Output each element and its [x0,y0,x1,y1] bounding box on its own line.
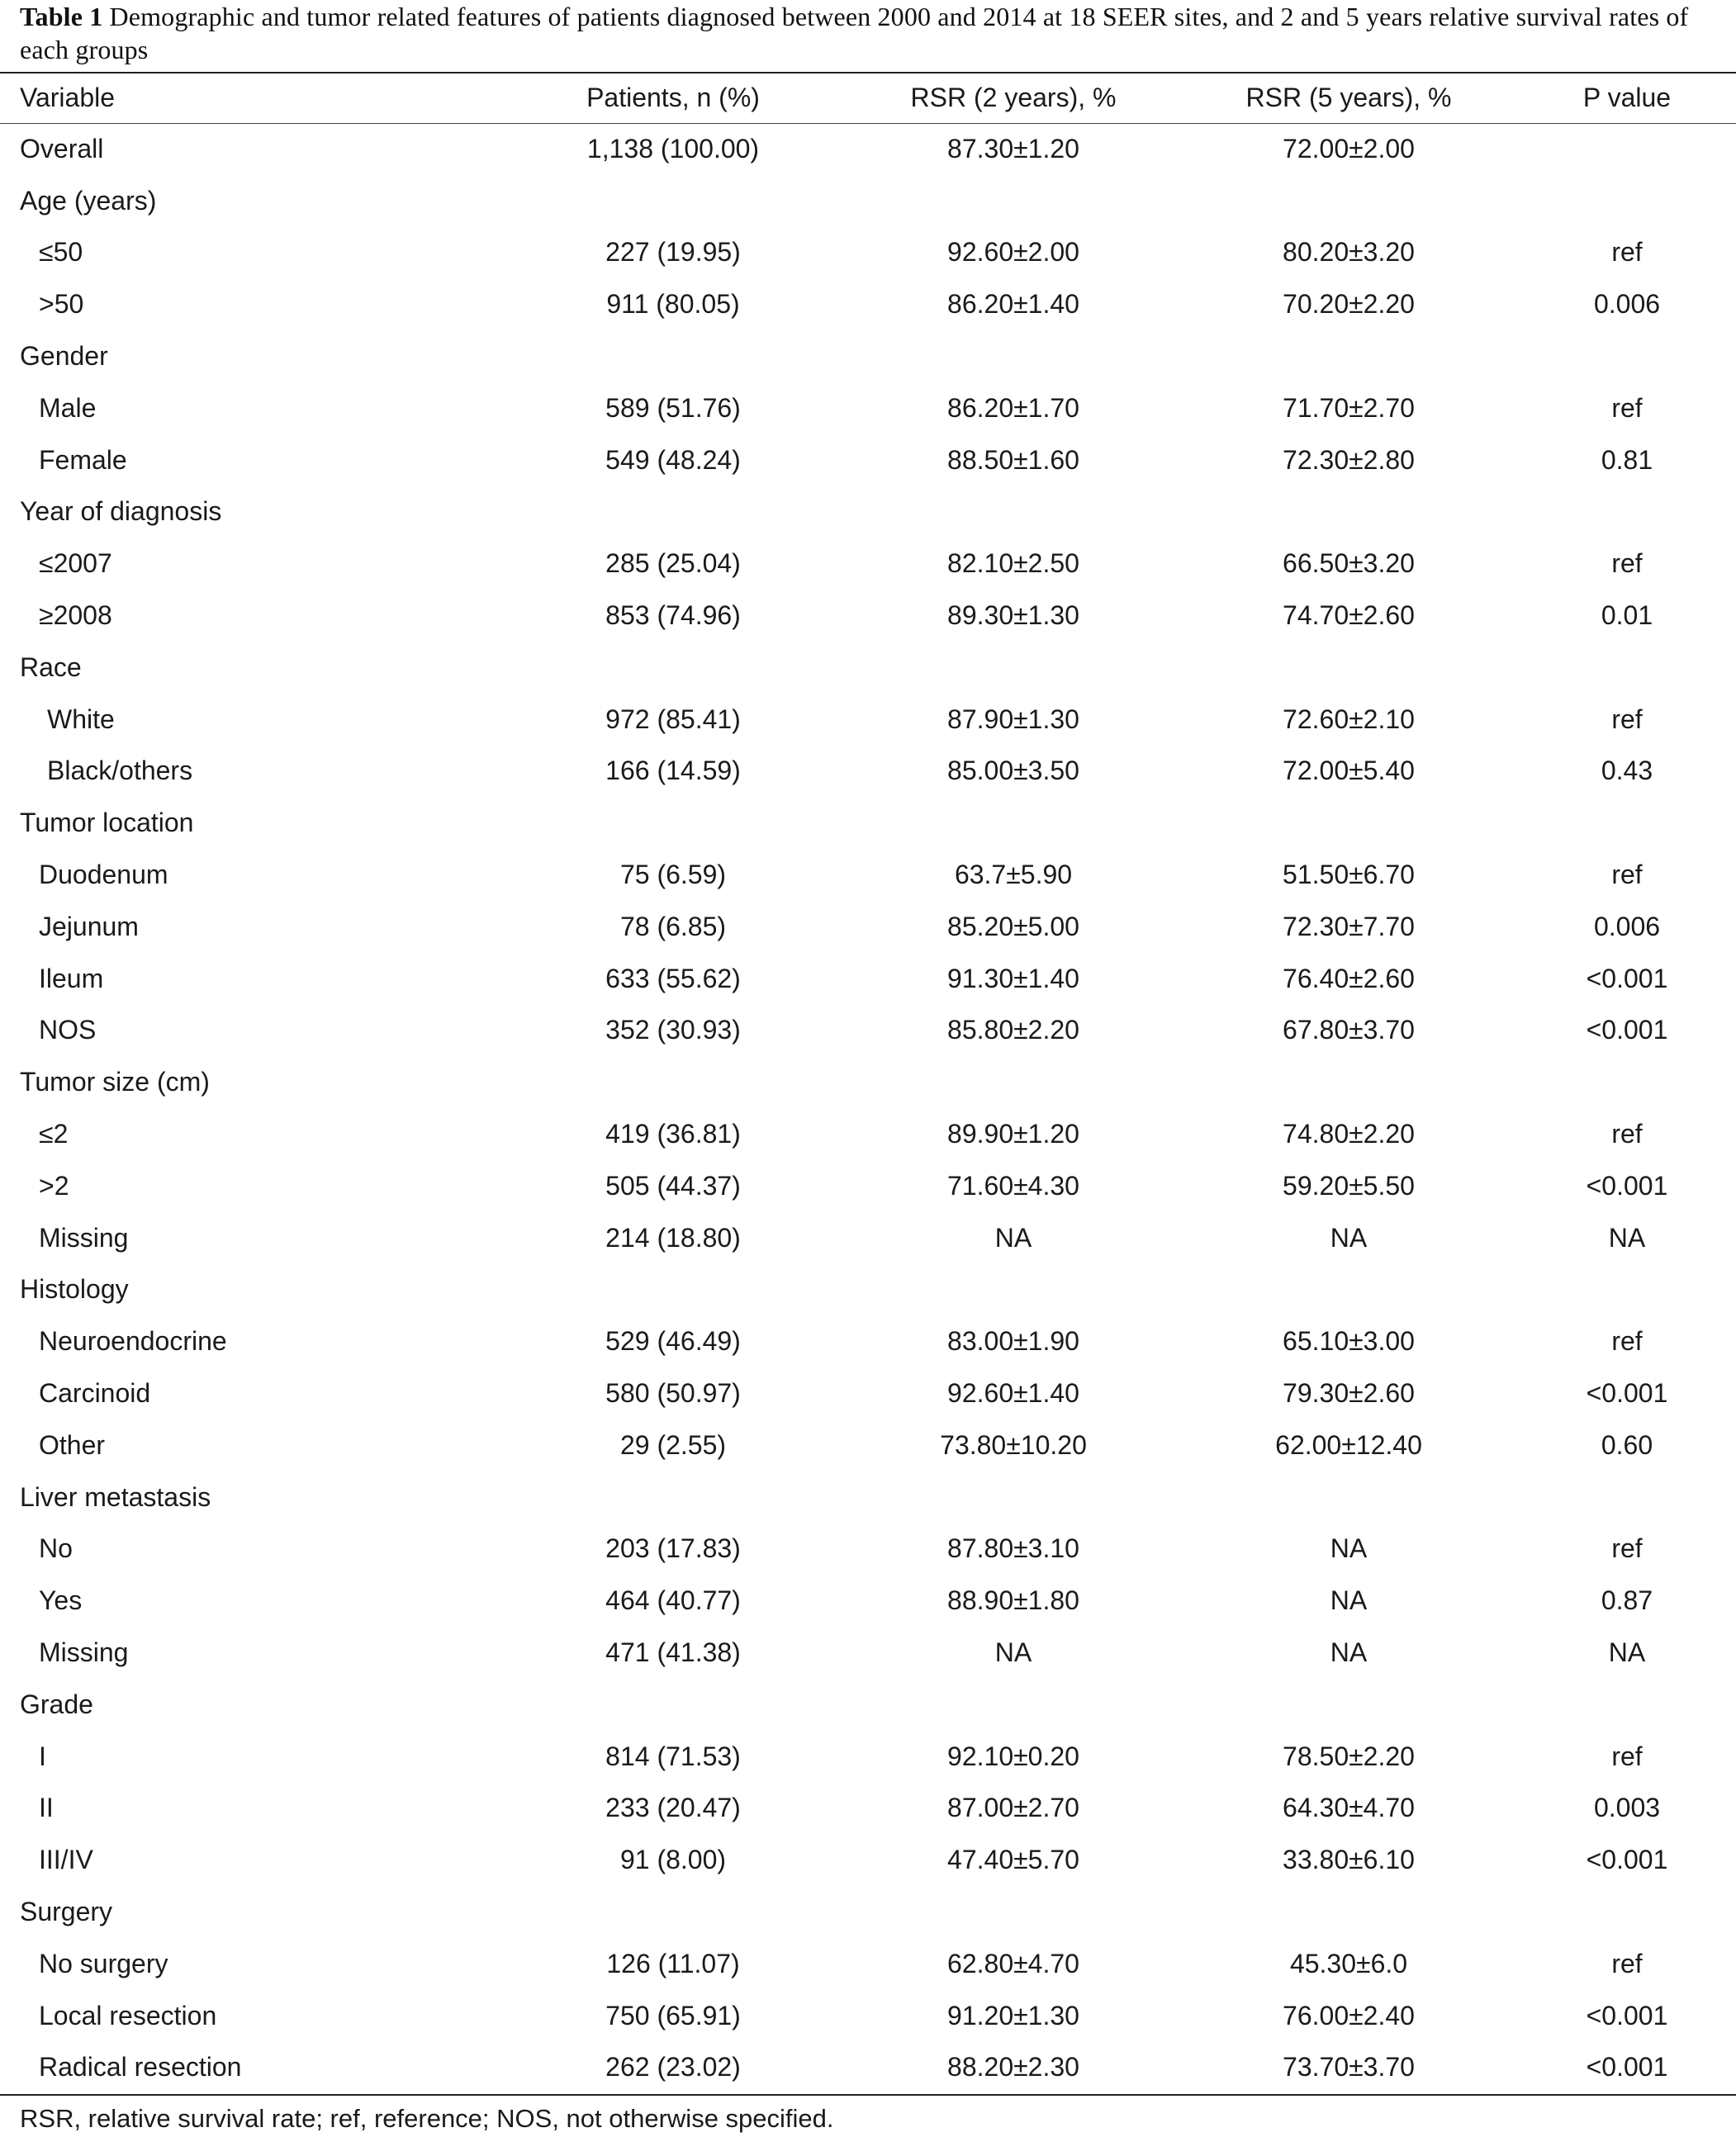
cell-rsr-5-years: NA [1330,1222,1368,1253]
cell-rsr-5-years [1204,1471,1493,1523]
cell-rsr-2-years [856,797,1170,849]
cell-patients [529,642,818,694]
cell-variable: Duodenum [39,860,168,890]
cell-rsr-5-years: 51.50±6.70 [1283,860,1415,890]
table-row [0,1938,1736,1990]
cell-p-value: ref [1611,860,1643,890]
table-row [0,434,1736,486]
cell-variable: Black/others [47,756,193,786]
table-row [0,642,1736,694]
cell-patients: 91 (8.00) [619,1845,727,1875]
cell-patients [529,1679,818,1731]
cell-rsr-2-years [856,486,1170,538]
cell-rsr-5-years: 76.00±2.40 [1283,2000,1415,2030]
cell-p-value: <0.001 [1586,1170,1668,1201]
cell-variable: I [39,1741,46,1771]
table-row [0,1523,1736,1576]
cell-patients: 233 (20.47) [605,1793,741,1823]
cell-rsr-2-years: 89.30±1.30 [947,600,1079,631]
cell-rsr-2-years: 92.60±2.00 [947,237,1079,268]
cell-rsr-5-years [1204,1886,1493,1938]
cell-patients: 29 (2.55) [619,1429,727,1460]
cell-p-value: NA [1608,1222,1646,1253]
table-row [0,1627,1736,1679]
table-row [0,1419,1736,1471]
cell-patients [529,330,818,382]
cell-patients: 126 (11.07) [606,1948,740,1978]
cell-variable: Histology [20,1274,129,1305]
cell-patients: 464 (40.77) [605,1585,741,1616]
table-row [0,849,1736,901]
cell-p-value [1528,1056,1726,1108]
table-row [0,901,1736,953]
cell-p-value [1528,330,1726,382]
cell-rsr-5-years [1204,330,1493,382]
cell-rsr-2-years: 91.30±1.40 [947,963,1079,993]
cell-variable: Jejunum [39,911,139,941]
table-row [0,1367,1736,1419]
cell-rsr-5-years [1204,1679,1493,1731]
cell-p-value: <0.001 [1586,963,1668,993]
cell-p-value: <0.001 [1586,2052,1668,2083]
cell-patients: 227 (19.95) [605,237,741,268]
cell-rsr-5-years: 65.10±3.00 [1283,1326,1415,1357]
cell-p-value: ref [1611,1326,1643,1357]
cell-rsr-2-years: 63.7±5.90 [954,860,1073,890]
cell-rsr-5-years: 33.80±6.10 [1283,1845,1415,1875]
cell-rsr-5-years: 72.00±2.00 [1283,133,1415,163]
column-header-p-value: P value [1582,83,1672,112]
cell-variable: Year of diagnosis [20,496,222,527]
cell-variable: >50 [39,289,84,320]
table-caption [20,0,1723,66]
cell-patients: 911 (80.05) [606,289,740,320]
cell-variable: Age (years) [20,185,157,216]
cell-rsr-2-years: 71.60±4.30 [947,1170,1079,1201]
cell-rsr-2-years [856,1264,1170,1316]
cell-p-value: ref [1611,704,1643,734]
cell-rsr-2-years: 88.50±1.60 [947,444,1079,475]
table-row [0,1990,1736,2042]
cell-variable: Local resection [39,2000,217,2030]
cell-rsr-2-years [856,1056,1170,1108]
cell-rsr-2-years: 85.20±5.00 [947,911,1079,941]
cell-rsr-2-years: 83.00±1.90 [947,1326,1079,1357]
cell-patients [529,175,818,227]
cell-p-value: 0.43 [1601,756,1653,786]
cell-variable: Yes [39,1585,83,1616]
cell-rsr-5-years: 72.00±5.40 [1283,756,1415,786]
cell-variable: Neuroendocrine [39,1326,227,1357]
cell-p-value: <0.001 [1586,2000,1668,2030]
cell-p-value [1528,1471,1726,1523]
cell-rsr-2-years: 87.00±2.70 [947,1793,1079,1823]
cell-patients: 214 (18.80) [605,1222,741,1253]
table-row [0,1834,1736,1886]
cell-patients: 529 (46.49) [605,1326,741,1357]
cell-p-value: <0.001 [1586,1845,1668,1875]
table-row [0,538,1736,590]
cell-rsr-2-years [856,175,1170,227]
cell-p-value: ref [1611,548,1643,579]
cell-rsr-5-years: NA [1330,1585,1368,1616]
table-row [0,1005,1736,1057]
cell-p-value: NA [1608,1637,1646,1667]
cell-rsr-5-years: 72.30±2.80 [1283,444,1415,475]
cell-p-value: <0.001 [1586,1378,1668,1409]
cell-variable: White [47,704,115,734]
cell-p-value [1528,123,1726,175]
cell-rsr-2-years: 86.20±1.40 [947,289,1079,320]
cell-variable: Other [39,1429,106,1460]
table-row [0,175,1736,227]
cell-variable: Ileum [39,963,104,993]
table-row [0,1056,1736,1108]
table-row [0,1160,1736,1212]
cell-p-value [1528,175,1726,227]
cell-rsr-5-years: 59.20±5.50 [1283,1170,1415,1201]
cell-rsr-2-years: NA [994,1222,1032,1253]
column-header-variable: Variable [20,83,116,112]
cell-rsr-5-years: NA [1330,1533,1368,1564]
cell-rsr-5-years: 71.70±2.70 [1283,392,1415,423]
cell-variable: II [39,1793,54,1823]
cell-variable: Male [39,392,97,423]
cell-patients [529,1056,818,1108]
cell-variable: Carcinoid [39,1378,151,1409]
cell-variable: Overall [20,133,104,163]
table-row [0,123,1736,175]
table-row [0,746,1736,798]
cell-patients [529,797,818,849]
cell-variable: Grade [20,1689,93,1719]
cell-rsr-5-years: 72.60±2.10 [1283,704,1415,734]
table-row [0,1679,1736,1731]
table-row [0,694,1736,746]
cell-p-value: ref [1611,1119,1643,1149]
cell-rsr-5-years: 62.00±12.40 [1275,1429,1422,1460]
table-header-row [0,73,1736,123]
cell-rsr-5-years [1204,486,1493,538]
table-row [0,486,1736,538]
cell-variable: No [39,1533,73,1564]
cell-variable: Gender [20,341,108,372]
cell-patients [529,1886,818,1938]
table-row [0,953,1736,1005]
cell-p-value: ref [1611,1741,1643,1771]
cell-patients: 352 (30.93) [605,1015,741,1045]
table-row [0,1264,1736,1316]
cell-p-value: 0.60 [1601,1429,1653,1460]
cell-variable: Missing [39,1637,129,1667]
cell-rsr-2-years [856,1471,1170,1523]
cell-variable: Surgery [20,1896,113,1926]
table-bottom-rule [0,2094,1736,2096]
table-caption-label: Table 1 [20,2,103,31]
table-row [0,1575,1736,1627]
cell-p-value [1528,1886,1726,1938]
table-row [0,1886,1736,1938]
column-header-rsr-5-years: RSR (5 years), % [1245,83,1452,112]
cell-variable: ≤2 [39,1119,69,1149]
cell-patients: 166 (14.59) [605,756,741,786]
cell-rsr-2-years: NA [994,1637,1032,1667]
cell-variable: ≤2007 [39,548,112,579]
cell-p-value: ref [1611,392,1643,423]
column-header-patients: Patients, n (%) [586,83,760,112]
cell-patients: 285 (25.04) [605,548,741,579]
cell-patients: 972 (85.41) [605,704,741,734]
cell-rsr-2-years: 73.80±10.20 [940,1429,1087,1460]
cell-variable: Tumor location [20,808,194,838]
cell-rsr-2-years: 47.40±5.70 [947,1845,1079,1875]
cell-patients: 262 (23.02) [605,2052,741,2083]
table-caption-text: Demographic and tumor related features of patients diagnosed between 2000 and 2014 at 18 SEER sites, and 2 and 5 years relative survival rates of each groups [20,2,1689,64]
cell-rsr-5-years: 80.20±3.20 [1283,237,1415,268]
table-row [0,1212,1736,1264]
table-row [0,278,1736,330]
column-header-rsr-2-years: RSR (2 years), % [910,83,1117,112]
cell-rsr-5-years: 70.20±2.20 [1283,289,1415,320]
cell-patients [529,1264,818,1316]
cell-rsr-2-years: 89.90±1.20 [947,1119,1079,1149]
cell-patients: 750 (65.91) [605,2000,741,2030]
cell-p-value: 0.006 [1593,289,1661,320]
cell-variable: NOS [39,1015,97,1045]
cell-rsr-2-years: 87.90±1.30 [947,704,1079,734]
cell-rsr-2-years: 82.10±2.50 [947,548,1079,579]
cell-patients: 589 (51.76) [605,392,741,423]
cell-patients [529,486,818,538]
table-row [0,1783,1736,1835]
cell-patients: 580 (50.97) [605,1378,741,1409]
table-row [0,1108,1736,1160]
cell-rsr-5-years: 74.80±2.20 [1283,1119,1415,1149]
cell-rsr-2-years: 85.80±2.20 [947,1015,1079,1045]
cell-rsr-2-years: 87.30±1.20 [947,133,1079,163]
cell-rsr-5-years: 76.40±2.60 [1283,963,1415,993]
cell-variable: ≥2008 [39,600,112,631]
cell-rsr-5-years: 45.30±6.0 [1289,1948,1408,1978]
cell-p-value [1528,486,1726,538]
cell-rsr-5-years: 79.30±2.60 [1283,1378,1415,1409]
cell-rsr-5-years: 64.30±4.70 [1283,1793,1415,1823]
cell-rsr-5-years [1204,797,1493,849]
cell-variable: No surgery [39,1948,168,1978]
cell-patients: 471 (41.38) [605,1637,741,1667]
cell-rsr-2-years [856,1886,1170,1938]
cell-patients: 505 (44.37) [605,1170,741,1201]
cell-rsr-2-years: 85.00±3.50 [947,756,1079,786]
cell-variable: Race [20,652,82,682]
cell-rsr-2-years: 92.60±1.40 [947,1378,1079,1409]
cell-variable: >2 [39,1170,69,1201]
cell-rsr-5-years [1204,642,1493,694]
cell-rsr-5-years: NA [1330,1637,1368,1667]
cell-rsr-2-years: 88.90±1.80 [947,1585,1079,1616]
table-body [0,123,1736,2093]
cell-rsr-5-years: 67.80±3.70 [1283,1015,1415,1045]
cell-patients: 1,138 (100.00) [586,133,760,163]
cell-patients: 853 (74.96) [605,600,741,631]
table-row [0,797,1736,849]
cell-p-value [1528,642,1726,694]
cell-p-value [1528,1679,1726,1731]
cell-rsr-2-years [856,1679,1170,1731]
cell-p-value: 0.01 [1601,600,1653,631]
cell-patients: 814 (71.53) [605,1741,741,1771]
cell-variable: Radical resection [39,2052,242,2083]
cell-rsr-5-years: 73.70±3.70 [1283,2052,1415,2083]
cell-rsr-5-years [1204,1056,1493,1108]
table-row [0,1315,1736,1367]
cell-variable: Female [39,444,127,475]
cell-p-value [1528,1264,1726,1316]
cell-p-value [1528,797,1726,849]
cell-rsr-5-years: 78.50±2.20 [1283,1741,1415,1771]
table-row [0,1731,1736,1783]
table-row [0,330,1736,382]
cell-variable: Missing [39,1222,129,1253]
cell-rsr-2-years: 86.20±1.70 [947,392,1079,423]
cell-patients: 549 (48.24) [605,444,741,475]
cell-rsr-2-years [856,642,1170,694]
cell-rsr-5-years: 66.50±3.20 [1283,548,1415,579]
cell-rsr-5-years [1204,175,1493,227]
table-row [0,227,1736,279]
cell-p-value: ref [1611,237,1643,268]
cell-patients: 78 (6.85) [619,911,727,941]
table-row [0,382,1736,434]
cell-rsr-2-years: 87.80±3.10 [947,1533,1079,1564]
cell-rsr-2-years: 91.20±1.30 [947,2000,1079,2030]
cell-rsr-5-years: 74.70±2.60 [1283,600,1415,631]
cell-rsr-2-years: 62.80±4.70 [947,1948,1079,1978]
cell-patients: 203 (17.83) [605,1533,741,1564]
cell-rsr-2-years [856,330,1170,382]
cell-p-value: 0.003 [1593,1793,1661,1823]
cell-p-value: 0.87 [1601,1585,1653,1616]
cell-variable: Tumor size (cm) [20,1067,210,1097]
table-footnote: RSR, relative survival rate; ref, reference; NOS, not otherwise specified. [20,2104,834,2133]
data-table [0,73,1736,2093]
cell-rsr-5-years [1204,1264,1493,1316]
table-row [0,1471,1736,1523]
cell-variable: III/IV [39,1845,93,1875]
table-row [0,2041,1736,2093]
cell-patients [529,1471,818,1523]
cell-rsr-2-years: 92.10±0.20 [947,1741,1079,1771]
cell-p-value: 0.81 [1601,444,1653,475]
cell-patients: 75 (6.59) [619,860,727,890]
cell-variable: ≤50 [39,237,83,268]
cell-patients: 633 (55.62) [605,963,741,993]
table-row [0,590,1736,642]
cell-p-value: 0.006 [1593,911,1661,941]
cell-rsr-2-years: 88.20±2.30 [947,2052,1079,2083]
cell-p-value: ref [1611,1948,1643,1978]
cell-p-value: ref [1611,1533,1643,1564]
cell-rsr-5-years: 72.30±7.70 [1283,911,1415,941]
cell-p-value: <0.001 [1586,1015,1668,1045]
cell-variable: Liver metastasis [20,1481,211,1512]
cell-patients: 419 (36.81) [605,1119,741,1149]
